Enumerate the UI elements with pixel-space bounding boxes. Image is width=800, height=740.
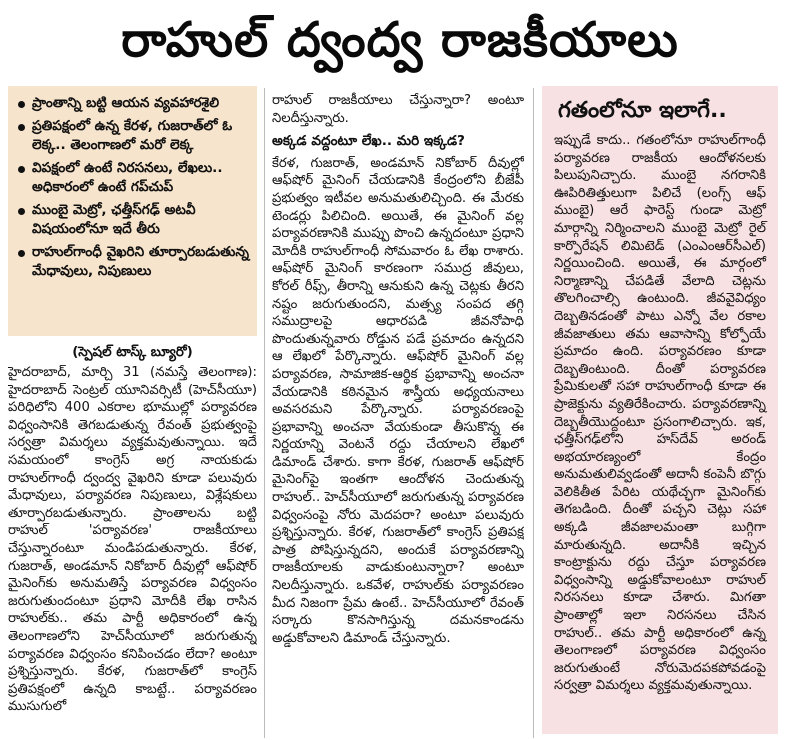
column-divider [533, 88, 534, 738]
article-paragraph: కేరళ, గుజరాత్, అండమాన్ నికోబార్ దీవుల్లో ఆఫ్‌షోర్ మైనింగ్ చేయడానికి కేంద్రంలోని బీజేపీ ప్రభుత్వం ఇటీవల అనుమతులిచ్చింది. ఈ మేరకు టెండర్లు పిలిచింది. అయితే, ఈ మైనింగ్ వల్ల పర్యావరణానికి ముప్పు పొంచి ఉన్నదంటూ ప్రధాని మోదీకి రాహుల్‌గాంధీ సోమవారం ఓ లేఖ రాశారు. ఆఫ్‌షోర్ మైనింగ్ కారణంగా సముద్ర జీవులు, కోరల్ రీఫ్స్, తీరాన్ని ఆనుకుని ఉన్న చెట్లకు తీరని నష్టం జరుగుతుందని, మత్స్య సంపద తగ్గి సముద్రాలపై ఆధారపడి జీవనోపాధి పొందుతున్నవారు రోడ్డున పడే ప్రమాదం ఉన్నదని ఆ లేఖలో పేర్కొన్నారు. ఆఫ్‌షోర్ మైనింగ్ వల్ల పర్యావరణ, సామాజిక-ఆర్థిక ప్రభావాన్ని అంచనా వేయడానికి కఠినమైన శాస్త్రీయ అధ్యయనాలు అవసరమని పేర్కొన్నారు. పర్యావరణంపై ప్రభావాన్ని అంచనా వేయకుండా తీసుకొన్న ఈ నిర్ణయాన్ని వెంటనే రద్దు చేయాలని లేఖలో డిమాండ్ చేశారు. కాగా కేరళ, గుజరాత్ ఆఫ్‌షోర్ మైనింగ్‌పై ఇంతగా ఆందోళన చెందుతున్న రాహుల్.. హెచ్‌సీయూలో జరుగుతున్న పర్యావరణ విధ్వంసంపై నోరు మెదపరా? అంటూ పలువురు ప్రశ్నిస్తున్నారు. కేరళ, గుజరాత్‌లో కాంగ్రెస్ ప్రతిపక్ష పాత్ర పోషిస్తున్నదని, అందుకే పర్యావరణాన్ని రాజకీయాలకు వాడుకుంటున్నారా? అంటూ నిలదీస్తున్నారు. ఒకవేళ, రాహుల్‌కు పర్యావరణం మీద నిజంగా ప్రేమ ఉంటే.. హెచ్‌సీయూలో రేవంత్ సర్కారు కొనసాగిస్తున్న దమనకాండను అడ్డుకోవాలని డిమాండ్ చేస్తున్నారు. [272, 155, 524, 646]
byline: (స్పెషల్ టాస్క్ బ్యూరో) [72, 345, 193, 360]
highlight-item [16, 201, 249, 240]
highlight-text: ప్రతిపక్షంలో ఉన్న కేరళ, గుజరాత్‌లో ఓ లెక్క.. తెలంగాణలో మరో లెక్క [32, 117, 233, 153]
bullet-icon [18, 208, 25, 215]
highlight-item [16, 117, 249, 156]
headline: రాహుల్ ద్వంద్వ రాజకీయాలు [121, 12, 679, 68]
highlights-box [8, 86, 257, 336]
sidebar-box [542, 86, 778, 734]
highlight-item [16, 243, 249, 282]
highlight-text: ముంబై మెట్రో, ఛత్తీస్‌గఢ్ అటవీ విషయంలోనూ ఇదే తీరు [32, 201, 196, 237]
highlight-item [16, 159, 249, 198]
highlight-item [16, 94, 249, 114]
article-middle-column [272, 92, 524, 740]
highlight-text: రాహుల్‌గాంధీ వైఖరిని తూర్పారబడుతున్న మేధావులు, నిపుణులు [32, 243, 249, 279]
bullet-icon [18, 101, 25, 108]
column-divider [264, 88, 265, 738]
bullet-icon [18, 124, 25, 131]
bullet-icon [18, 250, 25, 257]
article-paragraph: రాహుల్ రాజకీయాలు చేస్తున్నారా? అంటూ నిలదీస్తున్నారు. [272, 93, 524, 126]
highlight-text: ప్రాంతాన్ని బట్టి ఆయన వ్యవహారశైలి [32, 95, 220, 111]
highlight-text: విపక్షంలో ఉంటే నిరసనలు, లేఖలు.. అధికారంలో ఉంటే గప్‌చుప్ [32, 159, 223, 195]
article-paragraph: హైదరాబాద్, మార్చి 31 (నమస్తే తెలంగాణ): హైదరాబాద్ సెంట్రల్ యూనివర్సిటీ (హెచ్‌సీయూ) పరిధిలోని 400 ఎకరాల భూముల్లో పర్యావరణ విధ్వంసానికి తెగబడుతున్న రేవంత్ ప్రభుత్వంపై సర్వత్రా విమర్శలు వ్యక్తమవుతున్నాయి. ఇదే సమయంలో కాంగ్రెస్ అగ్ర నాయకుడు రాహుల్‌గాంధీ ద్వంద్వ వైఖరిని కూడా పలువురు మేధావులు, పర్యావరణ నిపుణులు, విశ్లేషకులు తూర్పారబడుతున్నారు. ప్రాంతాలను బట్టి రాహుల్ 'పర్యావరణ' రాజకీయాలు చేస్తున్నారంటూ మండిపడుతున్నారు. కేరళ, గుజరాత్, అండమాన్ నికోబార్ దీవుల్లో ఆఫ్‌షోర్ మైనింగ్‌కు అనుమతిస్తే పర్యావరణ విధ్వంసం జరుగుతుందంటూ ప్రధాని మోదీకి లేఖ రాసిన రాహుల్‌కు.. తమ పార్టీ అధికారంలో ఉన్న తెలంగాణలోని హెచ్‌సీయూలో జరుగుతున్న పర్యావరణ విధ్వంసం కనిపించడం లేదా? అంటూ ప్రశ్నిస్తున్నారు. కేరళ, గుజరాత్‌లో కాంగ్రెస్ ప్రతిపక్షంలో ఉన్నది కాబట్టే.. పర్యావరణం ముసుగులో [8, 365, 257, 715]
bullet-icon [18, 166, 25, 173]
article-left-column [8, 364, 257, 740]
highlights-list [16, 94, 249, 282]
sidebar-title: గతంలోనూ ఇలాగే.. [558, 98, 727, 123]
subheading: అక్కడ వద్దంటూ లేఖ.. మరి ఇక్కడ? [272, 133, 465, 150]
sidebar-body [554, 132, 766, 695]
sidebar-paragraph: ఇప్పుడే కాదు.. గతంలోనూ రాహుల్‌గాంధీ పర్యావరణ రాజకీయ ఆందోళనలకు పిలుపునిచ్చారు. ముంబై నగరానికి ఊపిరితిత్తులుగా పిలిచే (లంగ్స్ ఆఫ్ ముంబై) ఆరే ఫారెస్ట్ గుండా మెట్రో మార్గాన్ని నిర్మించాలని ముంబై మెట్రో రైల్ కార్పొరేషన్ లిమిటెడ్ (ఎంఎంఆర్‌సీఎల్) నిర్ణయించింది. అయితే, ఈ మార్గంలో నిర్మాణాన్ని చేపడితే వేలాది చెట్లను తొలగించాల్సి ఉంటుంది. జీవవైవిధ్యం దెబ్బతినడంతో పాటు ఎన్నో వేల రకాల జీవజాతులు తమ ఆవాసాన్ని కోల్పోయే ప్రమాదం ఉంది. పర్యావరణం కూడా దెబ్బతింటుంది. దీంతో పర్యావరణ ప్రేమికులతో సహా రాహుల్‌గాంధీ కూడా ఈ ప్రాజెక్టును వ్యతిరేకించారు. పర్యావరణాన్ని దెబ్బతీయొద్దంటూ ప్రసంగాలిచ్చారు. ఇక, ఛత్తీస్‌గఢ్‌లోని హస్‌దేవ్ అరండ్ అభయారణ్యంలో కేంద్రం అనుమతులివ్వడంతో అదానీ కంపెనీ బొగ్గు వెలికితీత పేరిట యథేచ్ఛగా మైనింగ్‌కు తెగబడింది. దీంతో పచ్చని చెట్లు సహా అక్కడి జీవజాలమంతా బుగ్గిగా మారుతున్నది. అదానీకి ఇచ్చిన కాంట్రాక్టును రద్దు చేస్తూ పర్యావరణ విధ్వంసాన్ని అడ్డుకోవాలంటూ రాహుల్ నిరసనలు కూడా చేశారు. మిగతా ప్రాంతాల్లో ఇలా నిరసనలు చేసిన రాహుల్.. తమ పార్టీ అధికారంలో ఉన్న తెలంగాణలో పర్యావరణ విధ్వంసం జరుగుతుంటే నోరుమెదపకపోవడంపై సర్వత్రా విమర్శలు వ్యక్తమవుతున్నాయి. [554, 133, 766, 694]
